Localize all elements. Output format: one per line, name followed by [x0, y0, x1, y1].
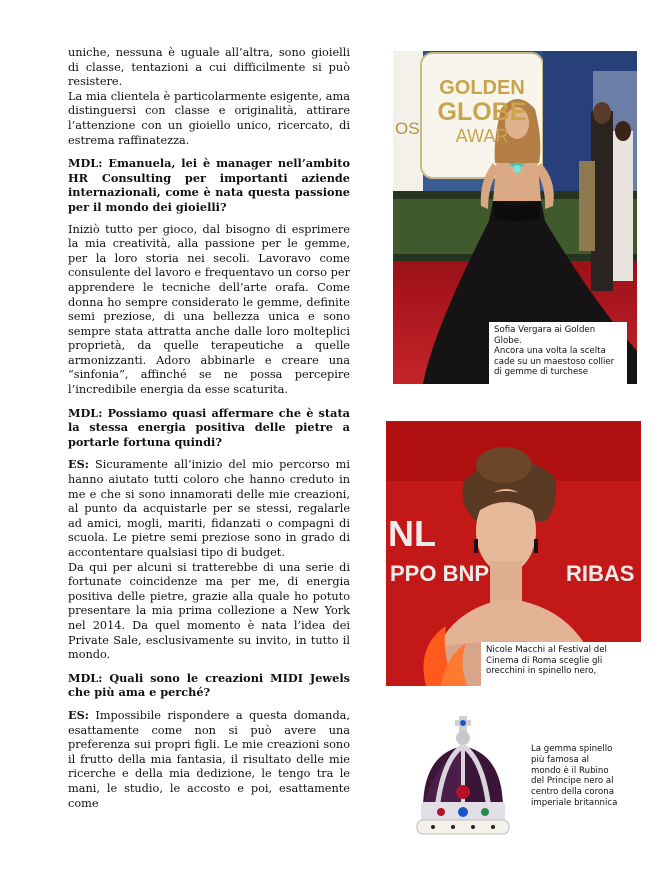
photo-imperial-crown — [413, 714, 513, 839]
article-column — [68, 46, 350, 811]
question-3: MDL: Quali sono le creazioni MIDI Jewels che più ama e perché? — [68, 670, 350, 700]
caption-crown: La gemma spinello più famosa al mondo è il Rubino del Principe nero al centro della corona imperiale britannica — [531, 744, 618, 808]
paragraph-clientela: La mia clientela è particolarmente esigente, ama distinguersi con classe e originalità, attirare l’attenzione con un gioiello unico, ricercato, di estrema raffinatezza. — [68, 89, 350, 147]
backdrop-text-3: RIBAS — [566, 561, 635, 586]
caption-sofia: Sofia Vergara ai Golden Globe. Ancora una volta la scelta cade su un maestoso collier di gemme di turchese — [489, 322, 627, 384]
sign-line-1: GOLDEN — [439, 77, 525, 99]
answer-2 — [68, 457, 350, 560]
sign-line-2: GLOBE — [437, 98, 527, 126]
backdrop-text-1: NL — [388, 513, 436, 554]
answer-3-text: Impossibile rispondere a questa domanda, esattamente come non si può avere una preferenza sui propri figli. Le mie creazioni sono il frutto della mia fantasia, il risultato delle mie ricerche e della mia dedizione, le tengo tra le mani, le studio, le accosto e poi, esattamente come — [68, 708, 350, 810]
answer-1: Iniziò tutto per gioco, dal bisogno di esprimere la mia creatività, alla passione per le gemme, per la loro storia nei secoli. Lavoravo come consulente del lavoro e frequentavo un corso per apprendere le tecniche dell’arte orafa. Come donna ho sempre considerato le gemme, definite semi preziose, di una bellezza unica e sono sempre stata attratta anche dalle loro molteplici proprietà, da quelle terapeutiche a quelle armonizzanti. Adoro abbinarle e creare una “sinfonia”, affinché se ne possa percepire l’incredibile energia da esse scaturita. — [68, 222, 350, 397]
golden-globe-sign — [427, 77, 537, 146]
question-1: MDL: Emanuela, lei è manager nell’ambito HR Consulting per importanti aziende internazionali, come è nata questa passione per il mondo dei gioielli? — [68, 156, 350, 214]
sign-left-fragment: OS — [395, 119, 420, 138]
paragraph-intro: uniche, nessuna è uguale all’altra, sono gioielli di classe, tentazioni a cui difficilmente si può resistere. — [68, 46, 350, 89]
crown-illustration — [413, 714, 513, 839]
answer-3-label: ES: — [68, 707, 89, 722]
backdrop-text-2: PPO BNP — [390, 561, 490, 586]
question-2: MDL: Possiamo quasi affermare che è stata la stessa energia positiva delle pietre a portarle fortuna quindi? — [68, 405, 350, 449]
sign-line-3: AWAR — [455, 126, 509, 146]
answer-2-text: Sicuramente all’inizio del mio percorso mi hanno aiutato tutti coloro che hanno creduto in me e che si sono innamorati delle mie creazioni, al punto da acquistarle per se stessi, regalarle ad amici, mogli, mariti, fidanzati o compagni di scuola. Le pietre semi preziose sono in grado di accontentare qualsiasi tipo di budget. — [68, 458, 350, 559]
answer-2-continued: Da qui per alcuni si tratterebbe di una serie di fortunate coincidenze ma per me, di energia positiva delle pietre, grazie alla quale ho potuto presentare la mia prima collezione a New York nel 2014. Da quel momento è nata l’idea dei Private Sale, esclusivamente su invito, in tutto il mondo. — [68, 560, 350, 662]
caption-nicole: Nicole Macchi al Festival del Cinema di Roma sceglie gli orecchini in spinello nero, — [481, 642, 641, 686]
answer-2-label: ES: — [68, 457, 89, 472]
answer-3 — [68, 708, 350, 811]
